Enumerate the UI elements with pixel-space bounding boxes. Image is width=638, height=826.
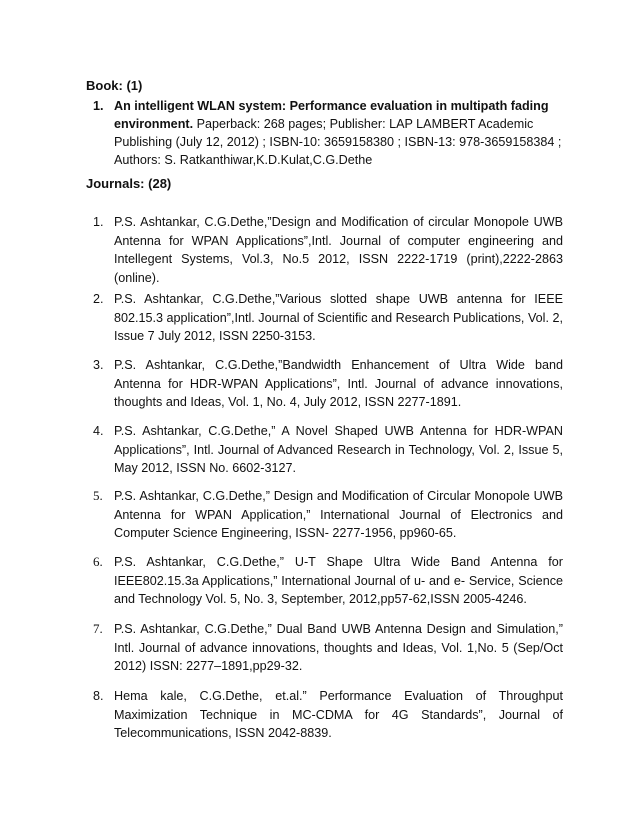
journal-item bbox=[93, 553, 563, 609]
journal-item-text: P.S. Ashtankar, C.G.Dethe,”Bandwidth Enhancement of Ultra Wide band Antenna for HDR-WPAN Applications”, Intl. Journal of advance innovations, thoughts and Ideas, Vol. 1, No. 4, July 2012, ISSN 2277-1891. bbox=[114, 358, 563, 410]
journal-item-number: 4. bbox=[93, 424, 104, 438]
journal-item bbox=[93, 620, 563, 676]
book-item bbox=[93, 97, 563, 169]
journal-item bbox=[93, 422, 563, 478]
journal-item-number: 1. bbox=[93, 215, 104, 229]
journal-item-text: P.S. Ashtankar, C.G.Dethe,” A Novel Shaped UWB Antenna for HDR-WPAN Applications”, Intl. Journal of Advanced Research in Technology, Vol. 2, Issue 5, May 2012, ISSN No. 6602-3127. bbox=[114, 424, 563, 476]
journal-item bbox=[93, 356, 563, 412]
journal-item bbox=[93, 213, 563, 287]
journal-item bbox=[93, 687, 563, 743]
book-item-number: 1. bbox=[93, 99, 104, 113]
journal-item-text: P.S. Ashtankar, C.G.Dethe,”Various slotted shape UWB antenna for IEEE 802.15.3 application”,Intl. Journal of Scientific and Research Publications, Vol. 2, Issue 7 July 2012, ISSN 2250-3153. bbox=[114, 292, 563, 344]
journal-item-number: 7. bbox=[93, 621, 103, 636]
book-heading: Book: (1) bbox=[86, 78, 143, 93]
journals-heading-label: Journals: bbox=[86, 176, 145, 191]
journal-item-text: P.S. Ashtankar, C.G.Dethe,” Dual Band UWB Antenna Design and Simulation,” Intl. Journal of advance innovations, thoughts and Ideas, Vol. 1,No. 5 (Sep/Oct 2012) ISSN: 2277–1891,pp29-32. bbox=[114, 622, 563, 674]
journal-item-number: 5. bbox=[93, 488, 103, 503]
book-item-title: An intelligent WLAN system: Performance evaluation in multipath fading environment. bbox=[114, 99, 549, 131]
journal-item-text: P.S. Ashtankar, C.G.Dethe,” Design and Modification of Circular Monopole UWB Antenna for WPAN Application,” International Journal of Electronics and Computer Science Engineering, ISSN- 2277-1956, pp960-65. bbox=[114, 489, 563, 541]
book-item-body bbox=[114, 97, 563, 169]
journal-item-text: Hema kale, C.G.Dethe, et.al.” Performance Evaluation of Throughput Maximization Technique in MC-CDMA for 4G Standards”, Journal of Telecommunications, ISSN 2042-8839. bbox=[114, 689, 563, 741]
book-item-details: Paperback: 268 pages; Publisher: LAP LAMBERT Academic Publishing (July 12, 2012) ; ISBN-10: 3659158380 ; ISBN-13: 978-3659158384 ; Authors: S. Ratkanthiwar,K.D.Kulat,C.G.Dethe bbox=[114, 117, 562, 167]
journal-item-number: 3. bbox=[93, 358, 104, 372]
journals-heading bbox=[86, 176, 171, 192]
journal-item-text: P.S. Ashtankar, C.G.Dethe,” U-T Shape Ultra Wide Band Antenna for IEEE802.15.3a Applications,” International Journal of u- and e- Service, Science and Technology Vol. 5, No. 3, September, 2012,pp57-62,ISSN 2005-4246. bbox=[114, 555, 563, 607]
journal-item-text: P.S. Ashtankar, C.G.Dethe,”Design and Modification of circular Monopole UWB Antenna for WPAN Applications”,Intl. Journal of computer engineering and Intellegent Systems, Vol.3, No.5 2012, ISSN 2222-1719 (print),2222-2863 (online). bbox=[114, 215, 563, 285]
journal-item-number: 8. bbox=[93, 689, 104, 703]
journal-item bbox=[93, 487, 563, 543]
journal-item-number: 6. bbox=[93, 554, 103, 569]
journal-item-number: 2. bbox=[93, 292, 104, 306]
journals-count: (28) bbox=[148, 176, 172, 191]
journal-item bbox=[93, 290, 563, 346]
